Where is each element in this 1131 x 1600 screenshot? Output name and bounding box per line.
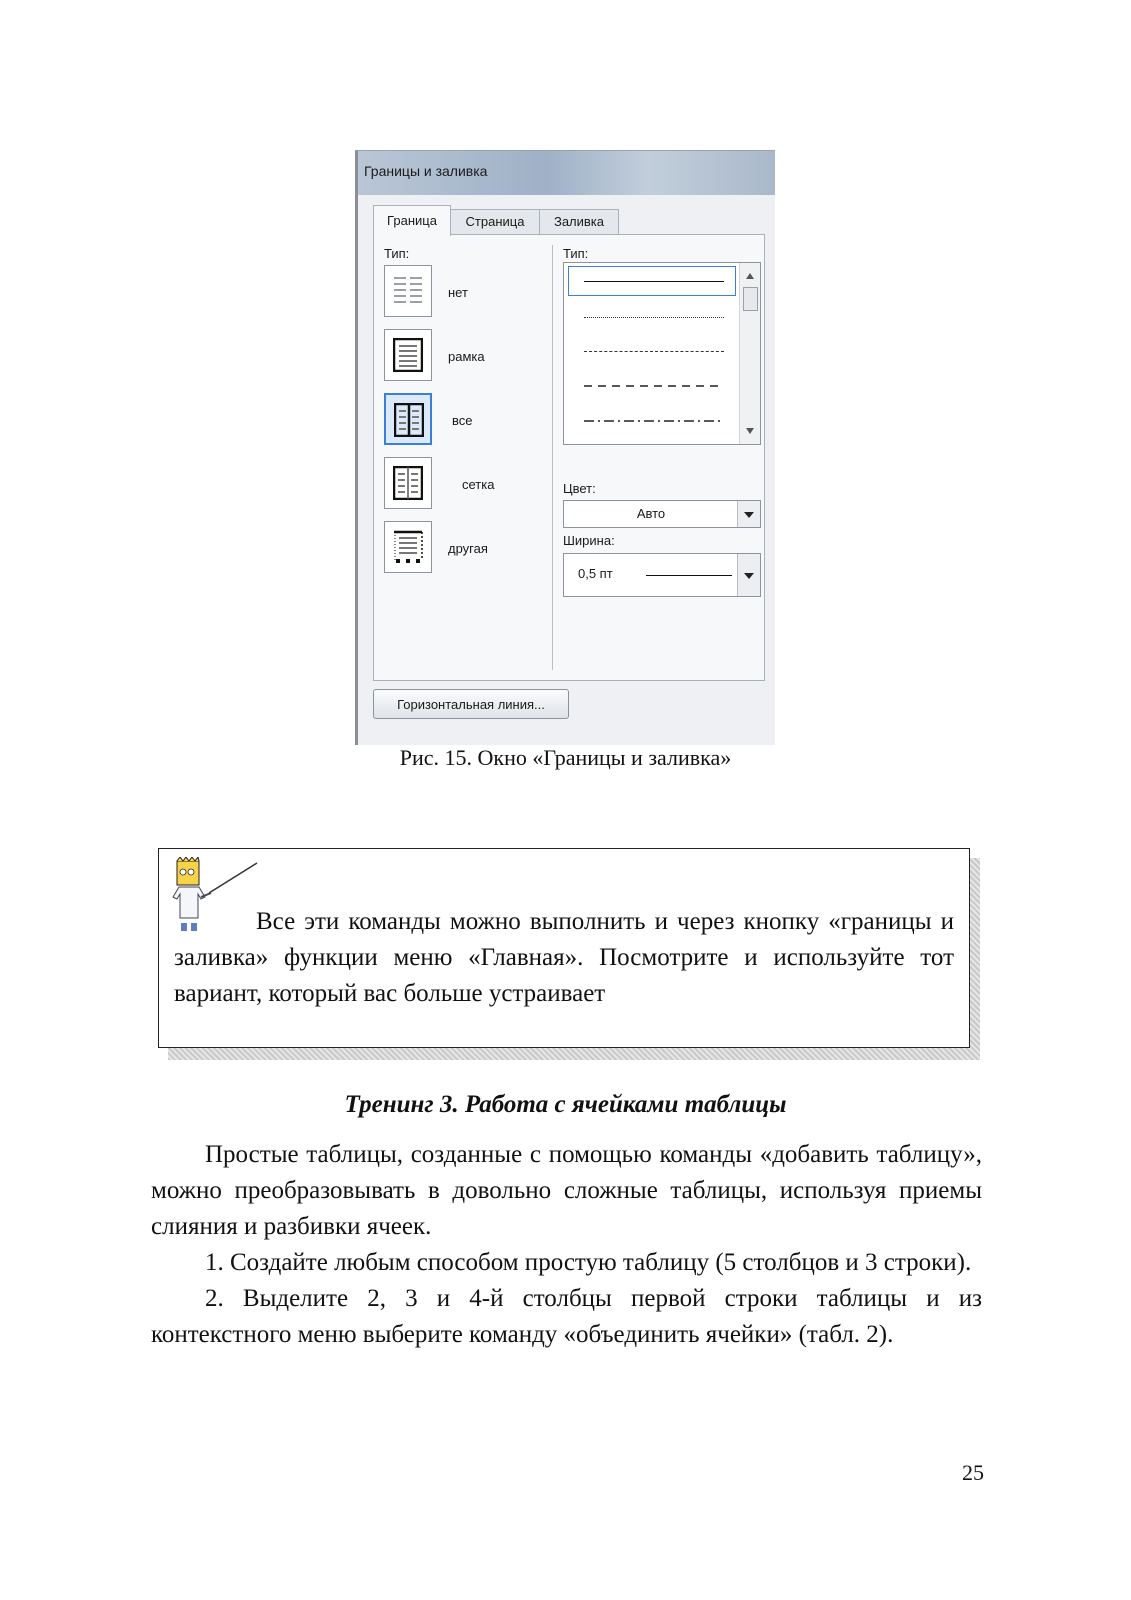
- line-style-dotted[interactable]: [584, 317, 724, 318]
- paragraph: Простые таблицы, созданные с помощью команды «добавить таблицу», можно преобразовывать в довольно сложные таблицы, используя приемы слияния и разбивки ячеек.: [151, 1141, 982, 1240]
- page-number: 25: [962, 1460, 984, 1485]
- color-dropdown-arrow[interactable]: [737, 501, 760, 527]
- preset-all-icon: [394, 403, 424, 437]
- preset-box-icon: [393, 338, 423, 372]
- note-text: Все эти команды можно выполнить и через кнопку «границы и заливка» функции меню «Главная». Посмотрите и используйте тот вариант, который вас больше устраивает: [174, 908, 954, 1007]
- color-label: Цвет:: [563, 481, 596, 496]
- preset-all-label: все: [452, 413, 473, 428]
- scroll-thumb[interactable]: [743, 287, 758, 311]
- horizontal-line-button[interactable]: Горизонтальная линия...: [373, 689, 569, 719]
- color-value: Авто: [636, 506, 666, 521]
- panel-divider: [552, 245, 553, 670]
- preset-all-button[interactable]: [384, 393, 432, 445]
- preset-custom-label: другая: [448, 541, 488, 556]
- preset-custom-icon: [393, 530, 423, 564]
- width-preview-line: [646, 575, 732, 576]
- width-dropdown-arrow[interactable]: [737, 554, 760, 596]
- setting-type-label: Тип:: [384, 246, 410, 261]
- border-tab-panel: [373, 234, 765, 681]
- preset-box-label: рамка: [448, 349, 485, 364]
- preset-none-icon: [393, 274, 423, 308]
- figure-caption: Рис. 15. Окно «Границы и заливка»: [399, 745, 732, 770]
- dialog-title-bar: [358, 151, 775, 195]
- width-dropdown[interactable]: [563, 553, 761, 597]
- preset-box-button[interactable]: [384, 329, 432, 381]
- dialog-title: Границы и заливка: [364, 163, 488, 179]
- preset-none-label: нет: [448, 285, 468, 300]
- paragraph: 2. Выделите 2, 3 и 4-й столбцы первой строки таблицы и из контекстного меню выберите команду «объединить ячейки» (табл. 2).: [151, 1285, 982, 1348]
- paragraph: 1. Создайте любым способом простую таблицу (5 столбцов и 3 строки).: [205, 1249, 972, 1276]
- width-value: 0,5 пт: [578, 566, 613, 581]
- line-style-solid[interactable]: [584, 281, 724, 282]
- preset-none-button[interactable]: [384, 265, 432, 317]
- note-box: [158, 848, 970, 1048]
- preset-grid-icon: [393, 466, 423, 500]
- chevron-down-icon: [738, 554, 760, 596]
- body-text: [151, 1137, 982, 1353]
- preset-grid-label: сетка: [462, 477, 495, 492]
- section-title: Тренинг 3. Работа с ячейками таблицы: [344, 1091, 787, 1118]
- tab-shading[interactable]: Заливка: [539, 209, 619, 234]
- scroll-down-icon[interactable]: [740, 424, 760, 438]
- width-label: Ширина:: [563, 533, 615, 548]
- color-dropdown[interactable]: [563, 500, 761, 528]
- tab-page[interactable]: Страница: [450, 209, 540, 234]
- line-style-scrollbar[interactable]: [739, 263, 760, 444]
- scroll-up-icon[interactable]: [740, 269, 760, 283]
- line-style-label: Тип:: [563, 246, 589, 261]
- preset-custom-button[interactable]: [384, 521, 432, 573]
- tab-border[interactable]: Граница: [373, 205, 451, 236]
- borders-and-shading-dialog: [355, 150, 775, 745]
- preset-grid-button[interactable]: [384, 457, 432, 509]
- line-style-dashed-short[interactable]: [584, 351, 724, 352]
- line-style-list[interactable]: [563, 262, 761, 445]
- chevron-down-icon: [738, 501, 760, 527]
